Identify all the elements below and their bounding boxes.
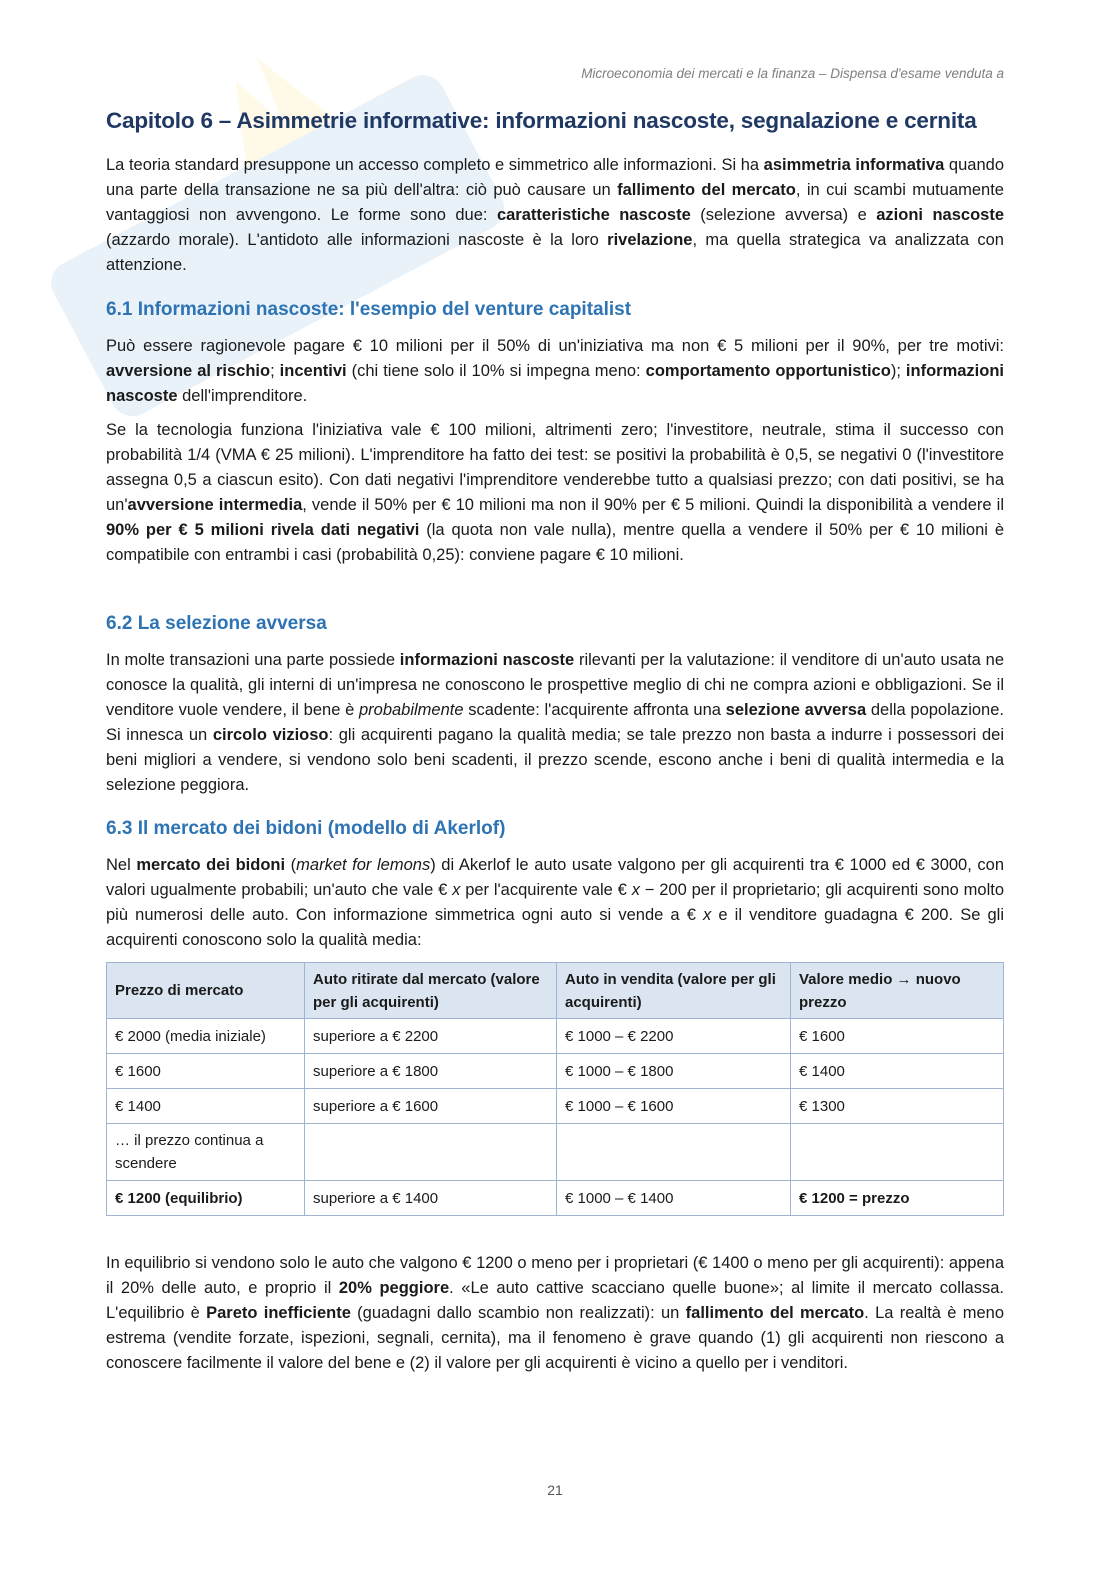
section-6-1-paragraph-2: Se la tecnologia funziona l'iniziativa vale € 100 milioni, altrimenti zero; l'investitore, neutrale, stima il successo con probabilità 1/4 (VMA € 25 milioni). L'imprenditore ha fatto dei test: se positivi la probabilità è 0,5, se negativi 0 (l'investitore assegna 0,5 a ciascun esito). Con dati negativi l'imprenditore venderebbe tutto a qualsiasi prezzo; con dati positivi, se ha un'avversione intermedia, vende il 50% per € 10 milioni ma non il 90% per € 5 milioni. Quindi la disponibilità a vendere il 90% per € 5 milioni rivela dati negativi (la quota non vale nulla), mentre quella a vendere il 50% per € 10 milioni è compatibile con entrambi i casi (probabilità 0,25): conviene pagare € 10 milioni. [106,421,1004,564]
chapter-title: Capitolo 6 – Asimmetrie informative: informazioni nascoste, segnalazione e cernita [106,108,977,133]
table-cell [305,1124,557,1181]
table-row-equilibrium [107,1181,1004,1216]
table-cell: € 1000 – € 1600 [557,1089,791,1124]
table-cell: € 1400 [791,1054,1004,1089]
table-row [107,1019,1004,1054]
table-cell: superiore a € 1600 [305,1089,557,1124]
section-6-2-title: 6.2 La selezione avversa [106,613,327,634]
table-row [107,1054,1004,1089]
table-cell: € 1000 – € 1400 [557,1181,791,1216]
table-cell: superiore a € 1800 [305,1054,557,1089]
table-header-row [107,963,1004,1019]
section-6-2-paragraph: In molte transazioni una parte possiede informazioni nascoste rilevanti per la valutazione: il venditore di un'auto usata ne conosce la qualità, gli interni di un'impresa ne conoscono le prospettive meglio di chi ne compra azioni e obbligazioni. Se il venditore vuole vendere, il bene è probabilmente scadente: l'acquirente affronta una selezione avversa della popolazione. Si innesca un circolo vizioso: gli acquirenti pagano la qualità media; se tale prezzo non basta a indurre i possessori dei beni migliori a vendere, si vendono solo beni scadenti, il prezzo scende, escono anche i beni di qualità intermedia e la selezione peggiora. [106,651,1004,794]
table-cell: … il prezzo continua a scendere [107,1124,305,1181]
table-cell: € 2000 (media iniziale) [107,1019,305,1054]
section-6-3-paragraph-2: In equilibrio si vendono solo le auto che valgono € 1200 o meno per i proprietari (€ 1400 o meno per gli acquirenti): appena il 20% delle auto, e proprio il 20% peggiore. «Le auto cattive scacciano quelle buone»; al limite il mercato collassa. L'equilibrio è Pareto inefficiente (guadagni dallo scambio non realizzati): un fallimento del mercato. La realtà è meno estrema (vendite forzate, ispezioni, segnali, cernita), ma il fenomeno è grave quando (1) gli acquirenti non riescono a conoscere facilmente il valore del bene e (2) il valore per gli acquirenti è vicino a quello per i venditori. [106,1254,1005,1372]
section-6-3-paragraph-1: Nel mercato dei bidoni (market for lemons) di Akerlof le auto usate valgono per gli acquirenti tra € 1000 ed € 3000, con valori ugualmente probabili; un'auto che vale € x per l'acquirente vale € x − 200 per il proprietario; gli acquirenti sono molto più numerosi delle auto. Con informazione simmetrica ogni auto si vende a € x e il venditore guadagna € 200. Se gli acquirenti conoscono solo la qualità media: [106,856,1005,949]
table-cell: € 1000 – € 2200 [557,1019,791,1054]
table-header-cell: Auto ritirate dal mercato (valore per gli acquirenti) [305,963,557,1019]
intro-paragraph: La teoria standard presuppone un accesso completo e simmetrico alle informazioni. Si ha asimmetria informativa quando una parte della transazione ne sa più dell'altra: ciò può causare un fallimento del mercato, in cui scambi mutuamente vantaggiosi non avvengono. Le forme sono due: caratteristiche nascoste (selezione avversa) e azioni nascoste (azzardo morale). L'antidoto alle informazioni nascoste è la loro rivelazione, ma quella strategica va analizzata con attenzione. [106,156,1004,274]
table-cell: € 1300 [791,1089,1004,1124]
table-cell [791,1124,1004,1181]
table-cell: € 1000 – € 1800 [557,1054,791,1089]
table-header-cell: Auto in vendita (valore per gli acquirenti) [557,963,791,1019]
page-number: 21 [547,1482,563,1498]
section-6-1-paragraph-1: Può essere ragionevole pagare € 10 milioni per il 50% di un'iniziativa ma non € 5 milioni per il 90%, per tre motivi: avversione al rischio; incentivi (chi tiene solo il 10% si impegna meno: comportamento opportunistico); informazioni nascoste dell'imprenditore. [106,337,1004,405]
table-cell: € 1600 [791,1019,1004,1054]
table-header-cell: Prezzo di mercato [107,963,305,1019]
table-row [107,1124,1004,1181]
table-cell: € 1200 = prezzo [791,1181,1004,1216]
table-cell [557,1124,791,1181]
section-6-3-title: 6.3 Il mercato dei bidoni (modello di Akerlof) [106,818,506,839]
table-cell: € 1200 (equilibrio) [107,1181,305,1216]
table-row [107,1089,1004,1124]
table-cell: superiore a € 1400 [305,1181,557,1216]
table-cell: superiore a € 2200 [305,1019,557,1054]
running-header: Microeconomia dei mercati e la finanza – Dispensa d'esame venduta a [581,66,1004,81]
akerlof-table [106,962,1004,1216]
section-6-1-title: 6.1 Informazioni nascoste: l'esempio del venture capitalist [106,299,632,320]
table-cell: € 1600 [107,1054,305,1089]
table-header-cell: Valore medio → nuovo prezzo [791,963,1004,1019]
table-cell: € 1400 [107,1089,305,1124]
